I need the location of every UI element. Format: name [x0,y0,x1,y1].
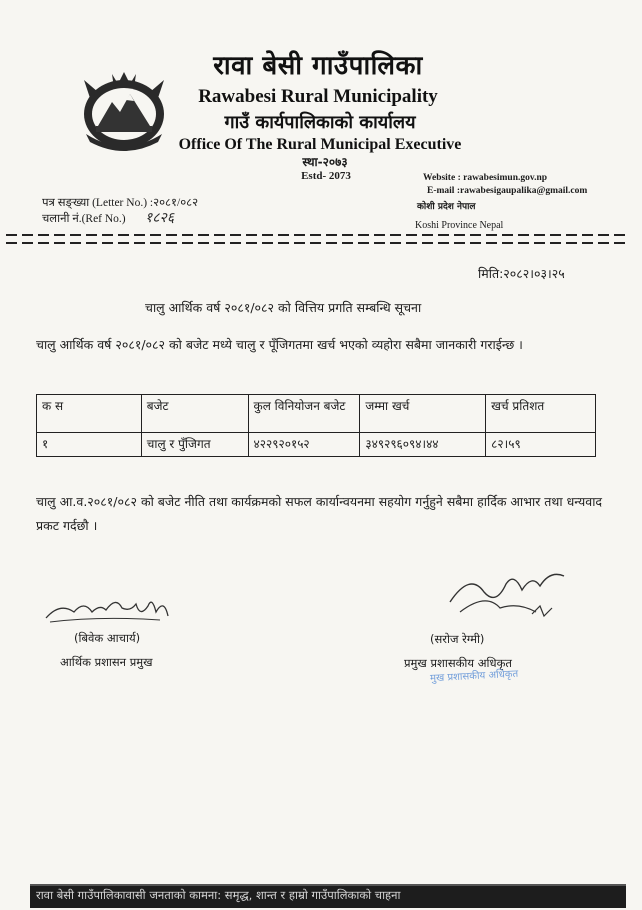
province-english: Koshi Province Nepal [415,220,504,231]
signatory-right-title: प्रमुख प्रशासकीय अधिकृत [404,656,512,670]
signatory-right-name: (सरोज रेग्मी) [430,632,485,646]
email-text: E-mail :rawabesigaupalika@gmail.com [427,186,588,196]
signature-left-image [40,582,190,630]
body-paragraph-1: चालु आर्थिक वर्ष २०८१/०८२ को बजेट मध्ये चालु र पूँजिगतमा खर्च भएको व्यहोरा सबैमा जानकारी गराईन्छ । [36,337,523,352]
body-paragraph-2: चालु आ.व.२०८१/०८२ को बजेट नीति तथा कार्यक्रमको सफल कार्यान्वयनमा सहयोग गर्नुहुने सबैमा हार्दिक आभार तथा धन्यवाद प्रकट गर्दछौ । [36,494,603,533]
municipality-title-nepali: रावा बेसी गाउँपालिका [213,51,423,81]
header-divider [6,234,630,236]
letter-number: पत्र सङ्ख्या (Letter No.) :२०८१/०८२ [42,197,199,209]
website-text: Website : rawabesimun.gov.np [423,173,548,183]
cell-serial: १ [37,433,142,457]
province-nepali: कोशी प्रदेश नेपाल [417,202,476,212]
municipality-title-english: Rawabesi Rural Municipality [198,86,438,107]
table-row [37,433,596,457]
col-budget: बजेट [141,395,248,433]
signatory-left-title: आर्थिक प्रशासन प्रमुख [60,655,153,669]
reference-number-handwritten: १८२६ [145,210,175,226]
cell-expense-percent: ८२।५९ [486,433,596,457]
table-header-row [37,395,596,433]
signatory-left-name: (बिवेक आचार्य) [74,631,141,645]
col-total-expense: जम्मा खर्च [360,395,486,433]
reference-number-label: चलानी नं.(Ref No.) [42,213,126,225]
cell-total-allocation: ४२२९२०१५२ [248,433,360,457]
office-title-nepali: गाउँ कार्यपालिकाको कार्यालय [224,112,416,133]
established-nepali: स्था-२०७३ [302,155,348,169]
established-english: Estd- 2073 [301,170,351,182]
cell-budget: चालु र पुँजिगत [141,433,248,457]
letter-subject: चालु आर्थिक वर्ष २०८१/०८२ को वित्तिय प्रगति सम्बन्धि सूचना [145,300,422,315]
budget-table [36,394,596,457]
office-title-english: Office Of The Rural Municipal Executive [178,136,462,153]
col-total-allocation: कुल विनियोजन बजेट [248,395,360,433]
letter-date: मिति:२०८२।०३।२५ [478,266,565,281]
cell-total-expense: ३४९२९६०९४।४४ [360,433,486,457]
header-divider-second [6,242,630,244]
signature-right-image [440,562,570,626]
col-expense-percent: खर्च प्रतिशत [486,395,596,433]
office-stamp: मुख प्रशासकीय अधिकृत [429,668,519,685]
footer-slogan: रावा बेसी गाउँपालिकावासी जनताको कामना: समृद्ध, शान्त र हाम्रो गाउँपालिकाको चाहना [36,888,401,902]
col-serial: क स [37,395,142,433]
